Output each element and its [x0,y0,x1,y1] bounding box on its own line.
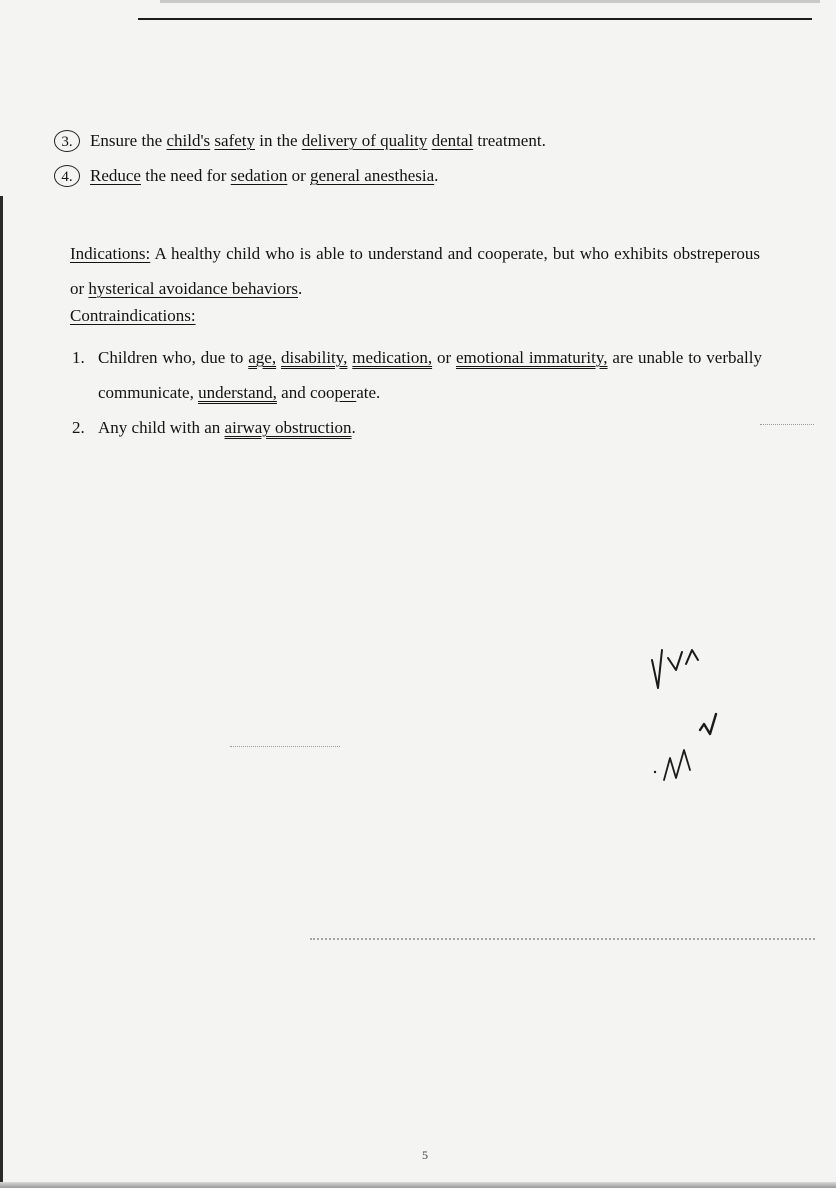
list-text-part: or [432,348,456,367]
header-rule [138,18,812,20]
scan-noise [310,938,815,940]
handwriting-stroke [700,714,716,734]
list-item-number: 1. [72,348,85,367]
list-text-part: . [351,418,356,437]
list-text-part: are unable to verbally communicate, [98,348,762,402]
list-text-underlined: disability, [280,348,348,367]
goal-text-underlined: general anesthesia [310,166,435,185]
list-item [72,410,762,445]
list-text-underlined: understand, [198,383,277,402]
list-text-part: and coo [276,383,335,402]
goal-text-underlined: dental [431,131,474,150]
handwriting-stroke [664,750,690,780]
goal-text-part: the need for [140,166,231,185]
goal-text-part: treatment. [473,131,546,150]
list-item-number: 2. [72,418,85,437]
list-text-underlined: age, [248,348,277,367]
goal-text-underlined: safety [214,131,255,150]
goal-text-part: or [287,166,310,185]
indications-paragraph [70,236,760,306]
list-text-underlined: airway obstruction [224,418,352,437]
page-number: 5 [422,1148,428,1162]
goal-number-circle: 3. [54,130,80,152]
goal-number-circle: 4. [54,165,80,187]
list-text-part: Children who, due to [98,348,249,367]
goal-text-part: Ensure the [90,131,167,150]
goal-item-4 [54,163,438,189]
indications-underlined-text: hysterical avoidance behaviors [88,279,298,298]
page-bottom-edge [0,1182,836,1188]
scan-noise [760,424,814,425]
goal-text-part: in the [255,131,302,150]
goal-item-3 [54,128,546,154]
indications-text-end: . [298,279,303,298]
list-item [72,340,762,410]
top-edge-shadow [160,0,820,3]
contraindications-list [72,340,762,445]
indications-label: Indications: [70,244,151,263]
list-text-part: Any child with an [98,418,225,437]
goal-text [90,166,438,186]
goal-text-part: . [434,166,439,185]
goal-text-underlined: Reduce [90,166,141,185]
list-text-underlined: per [334,383,357,402]
indications-text: A healthy child who is able to understand and cooperate, but who exhibits obstreperous or [70,244,760,298]
list-text-underlined: medication, [352,348,433,367]
handwritten-initials [640,630,730,800]
scan-noise [230,746,340,747]
list-text-part: ate. [356,383,381,402]
goal-text-underlined: sedation [230,166,288,185]
page-left-edge [0,196,3,1188]
contraindications-label: Contraindications: [70,306,196,325]
goal-text-underlined: child's [166,131,211,150]
handwriting-stroke [652,650,698,688]
goal-text [90,131,546,151]
list-item-text [98,410,762,445]
contraindications-heading [70,306,196,326]
goal-text-underlined: delivery of quality [301,131,428,150]
handwriting-dot [654,771,656,773]
list-item-text [98,340,762,410]
list-text-underlined: emotional immaturity, [455,348,608,367]
